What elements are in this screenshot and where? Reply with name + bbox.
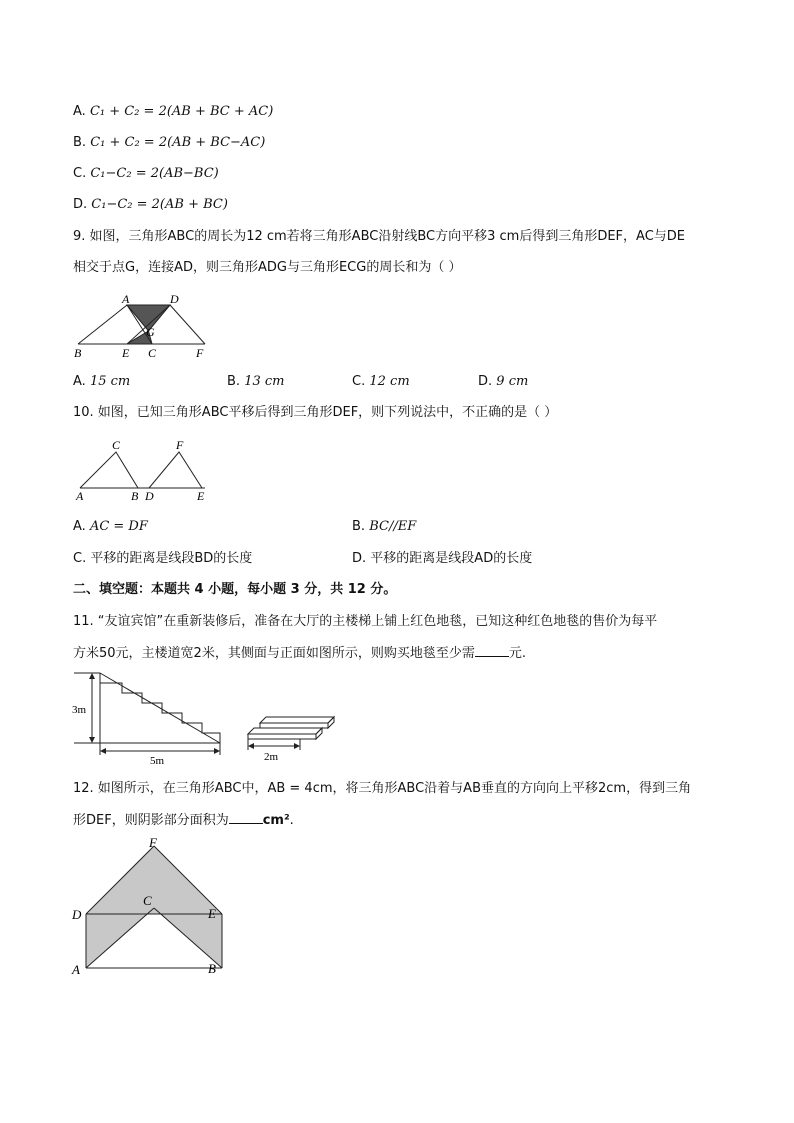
section2-heading: 二、填空题：本题共 4 小题，每小题 3 分，共 12 分。 bbox=[73, 582, 397, 597]
q11-answer-blank[interactable] bbox=[475, 644, 509, 657]
q10-label-c: C bbox=[112, 438, 121, 452]
q8-option-b-expr: C₁ + C₂ = 2(AB + BC−AC) bbox=[90, 135, 266, 150]
q11-stem-line1: 11. “友谊宾馆”在重新装修后，准备在大厅的主楼梯上铺上红色地毯，已知这种红色地毯的售价为每平 bbox=[73, 614, 658, 629]
q10-figure bbox=[72, 436, 222, 502]
q8-option-a-expr: C₁ + C₂ = 2(AB + BC + AC) bbox=[89, 104, 274, 119]
q11-stair-front-figure bbox=[244, 712, 338, 766]
q10-option-d: D. 平移的距离是线段AD的长度 bbox=[352, 551, 533, 566]
q8-option-a: A. C₁ + C₂ = 2(AB + BC + AC) bbox=[73, 104, 274, 119]
q9-option-d: D. 9 cm bbox=[478, 374, 529, 389]
q11-stem-line2: 方米50元，主楼道宽2米，其侧面与正面如图所示，则购买地毯至少需 元. bbox=[73, 646, 526, 661]
q10-label-a: A bbox=[76, 489, 84, 503]
q12-label-d: D bbox=[72, 907, 82, 922]
q8-option-d-expr: C₁−C₂ = 2(AB + BC) bbox=[91, 197, 228, 212]
q9-stem-line1: 9. 如图，三角形ABC的周长为12 cm若将三角形ABC沿射线BC方向平移3 cm后得到三角形DEF，AC与DE bbox=[73, 229, 685, 244]
q11-stair-side-figure bbox=[70, 670, 230, 768]
q9-option-b: B. 13 cm bbox=[227, 374, 285, 389]
q10-label-b: B bbox=[131, 489, 139, 503]
q10-option-c: C. 平移的距离是线段BD的长度 bbox=[73, 551, 253, 566]
q12-shaded-upper bbox=[86, 846, 222, 914]
q12-label-f: F bbox=[149, 835, 157, 850]
q12-label-b: B bbox=[208, 961, 216, 976]
q9-stem-line2: 相交于点G，连接AD，则三角形ADG与三角形ECG的周长和为（ ） bbox=[73, 260, 462, 275]
q12-label-e: E bbox=[208, 906, 216, 921]
q8-option-b: B. C₁ + C₂ = 2(AB + BC−AC) bbox=[73, 135, 266, 150]
q12-figure bbox=[68, 836, 228, 978]
q8-option-c: C. C₁−C₂ = 2(AB−BC) bbox=[73, 166, 219, 181]
q10-label-f: F bbox=[176, 438, 184, 452]
q10-stem: 10. 如图，已知三角形ABC平移后得到三角形DEF，则下列说法中，不正确的是（ ） bbox=[73, 405, 558, 420]
q10-option-b: B. BC//EF bbox=[352, 519, 417, 534]
q10-label-d: D bbox=[145, 489, 154, 503]
q12-label-c: C bbox=[143, 893, 152, 908]
q9-figure bbox=[70, 291, 220, 361]
q9-option-c: C. 12 cm bbox=[352, 374, 410, 389]
q11-label-length: 5m bbox=[150, 755, 165, 767]
q10-option-a: A. AC = DF bbox=[73, 519, 148, 534]
q9-label-f: F bbox=[196, 346, 204, 360]
q9-label-e: E bbox=[122, 346, 130, 360]
q9-label-g: G bbox=[146, 325, 155, 339]
q9-label-c: C bbox=[148, 346, 157, 360]
q12-stem-line2: 形DEF，则阴影部分面积为 cm². bbox=[73, 813, 294, 828]
q9-label-d: D bbox=[170, 292, 179, 306]
q12-stem-line1: 12. 如图所示，在三角形ABC中，AB = 4cm，将三角形ABC沿着与AB垂直的方向向上平移2cm，得到三角 bbox=[73, 781, 692, 796]
q9-label-a: A bbox=[122, 292, 130, 306]
q9-option-a: A. 15 cm bbox=[73, 374, 131, 389]
q9-label-b: B bbox=[74, 346, 82, 360]
q12-answer-blank[interactable] bbox=[229, 811, 263, 824]
q10-label-e: E bbox=[197, 489, 205, 503]
q11-label-height: 3m bbox=[72, 704, 87, 716]
q8-option-c-expr: C₁−C₂ = 2(AB−BC) bbox=[90, 166, 219, 181]
q11-label-width: 2m bbox=[264, 751, 279, 763]
q12-label-a: A bbox=[72, 962, 80, 977]
q8-option-d: D. C₁−C₂ = 2(AB + BC) bbox=[73, 197, 228, 212]
